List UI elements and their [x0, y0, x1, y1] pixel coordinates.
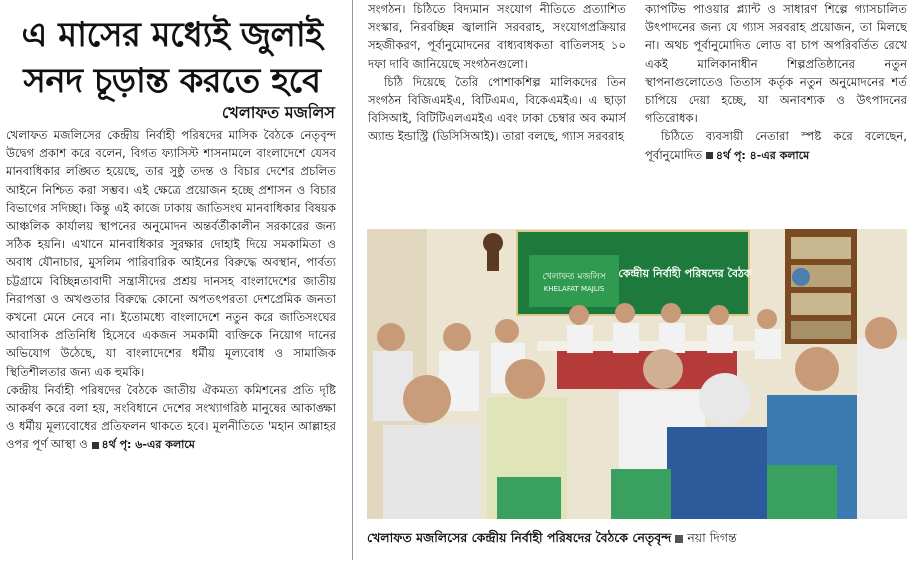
article-right-column — [645, 0, 907, 205]
paragraph: খেলাফত মজলিসের কেন্দ্রীয় নির্বাহী পরিষদের মাসিক বৈঠকে নেতৃবৃন্দ উদ্বেগ প্রকাশ করে বলেন, বিগত ফ্যাসিস্ট শাসনামলে বাংলাদেশে যেসব মানবাধিকার লঙ্ঘিত হয়েছে, তার সুষ্ঠু তদন্ত ও বিচার দেশের প্রচলিত আইনে নিশ্চিত করা সম্ভব। এই ক্ষেত্রে প্রয়োজন হচ্ছে প্রশাসন ও বিচার বিভাগের সদিচ্ছা। কিন্তু এই কাজে ঢাকায় জাতিসংঘ মানবাধিকার বিষয়ক আঞ্চলিক কার্যালয় স্থাপনের অনুমোদন অন্তর্বর্তীকালীন সরকারের জন্য সঠিক হয়নি। এখানে মানবাধিকার সুরক্ষার দোহাই দিয়ে সমকামিতা ও অবাধ যৌনাচার, মুসলিম পারিবারিক আইনের বিরুদ্ধে অবস্থান, পার্বত্য চট্টগ্রামে বিচ্ছিন্নতাবাদী সন্ত্রাসীদের প্রশ্রয় দানসহ বাংলাদেশের জাতীয় নিরাপত্তা ও অখণ্ডতার বিরুদ্ধে কোনো অপতৎপরতা দেশপ্রেমিক জনতা কখনো মেনে নেবে না। ইতোমধ্যে বাংলাদেশে নতুন করে জাতিসংঘের আবাসিক প্রতিনিধি হিসেবে একজন সমকামী ব্যক্তিকে নিয়োগ দানের অভিযোগ উঠেছে, যা বাংলাদেশের ধর্মীয় মূল্যবোধ ও সামাজিক স্থিতিশীলতার জন্য এক হুমকি। — [6, 128, 336, 379]
continue-note — [92, 438, 195, 451]
photo-caption — [367, 530, 907, 550]
paragraph: কেন্দ্রীয় নির্বাহী পরিষদের বৈঠকে জাতীয় ঐকমত্য কমিশনের প্রতি দৃষ্টি আকর্ষণ করে বলা হয়, সংবিধানে দেশের সংখ্যাগরিষ্ঠ মানুষের আকাঙ্ক্ষা ও ধর্মীয় মূল্যবোধের প্রতিফলন থাকতে হবে। মূলনীতিতে 'মহান আল্লাহর ওপর পূর্ণ আস্থা ও — [6, 382, 336, 452]
paragraph-text: চিঠিতে ব্যবসায়ী নেতারা স্পষ্ট করে বলেছেন, পূর্বানুমোদিত — [645, 129, 907, 162]
headline-line-2: সনদ চূড়ান্ত করতে হবে — [23, 61, 321, 101]
continue-text: ৪র্থ পৃ: ৪-এর কলামে — [715, 148, 810, 162]
column-rule — [352, 0, 353, 560]
continue-note — [706, 149, 809, 162]
headline — [8, 12, 336, 104]
news-photo — [367, 229, 907, 519]
article-mid-column — [368, 0, 626, 205]
paragraph: সংগঠন। চিঠিতে বিদ্যমান সংযোগ নীতিতে প্রত্যাশিত সংস্কার, নিরবচ্ছিন্ন জ্বালানি সরবরাহ, সংযোগপ্রক্রিয়ার সহজীকরণ, পূর্বানুমোদনের বাধ্যবাধকতা বাতিলসহ ১০ দফা দাবি জানিয়েছে সংগঠনগুলো। — [368, 2, 626, 71]
byline: খেলাফত মজলিস — [221, 103, 335, 122]
caption-source: নয়া দিগন্ত — [687, 530, 737, 545]
caption-text: খেলাফত মজলিসের কেন্দ্রীয় নির্বাহী পরিষদের বৈঠকে নেতৃবৃন্দ — [367, 530, 672, 545]
paragraph: চিঠি দিয়েছে তৈরি পোশাকশিল্প মালিকদের তিন সংগঠন বিজিএমইএ, বিটিএমএ, বিকেএমইএ। এ ছাড়া বিসিআই, বিটিটিএলএমইএ এবং ঢাকা চেম্বার অব কমার্স অ্যান্ড ইন্ডাস্ট্রি (ডিসিসিআই)। তারা বলছে, গ্যাস সরবরাহ — [368, 74, 626, 144]
square-bullet-icon — [706, 152, 713, 159]
banner-title: কেন্দ্রীয় নির্বাহী পরিষদের বৈঠক — [618, 267, 752, 280]
banner-line-2: KHELAFAT MAJLIS — [543, 285, 605, 293]
square-bullet-icon — [675, 535, 683, 543]
square-bullet-icon — [92, 442, 99, 449]
article-left-column — [6, 126, 336, 556]
headline-line-1: এ মাসের মধ্যেই জুলাই — [21, 15, 323, 55]
meeting-photo-illustration — [367, 229, 907, 519]
paragraph — [645, 127, 907, 164]
paragraph: ক্যাপটিভ পাওয়ার প্ল্যান্ট ও সাধারণ শিল্পে গ্যাসচালিত উৎপাদনের জন্য যে গ্যাস সরবরাহ প্রয়োজন, তা মিলছে না। অথচ পূর্বানুমোদিত লোড বা চাপ অপরিবর্তিত রেখে একই মালিকানাধীন শিল্পপ্রতিষ্ঠানের নতুন স্থাপনাগুলোতেও তিতাস কর্তৃক নতুন অনুমোদনের শর্ত চাপিয়ে দেয়া হচ্ছে, যা অনাবশ্যক ও উৎপাদনের গতিরোধক। — [645, 2, 907, 126]
banner-line-1: খেলাফত মজলিস — [542, 272, 606, 282]
continue-text: ৪র্থ পৃ: ৬-এর কলামে — [101, 438, 195, 452]
